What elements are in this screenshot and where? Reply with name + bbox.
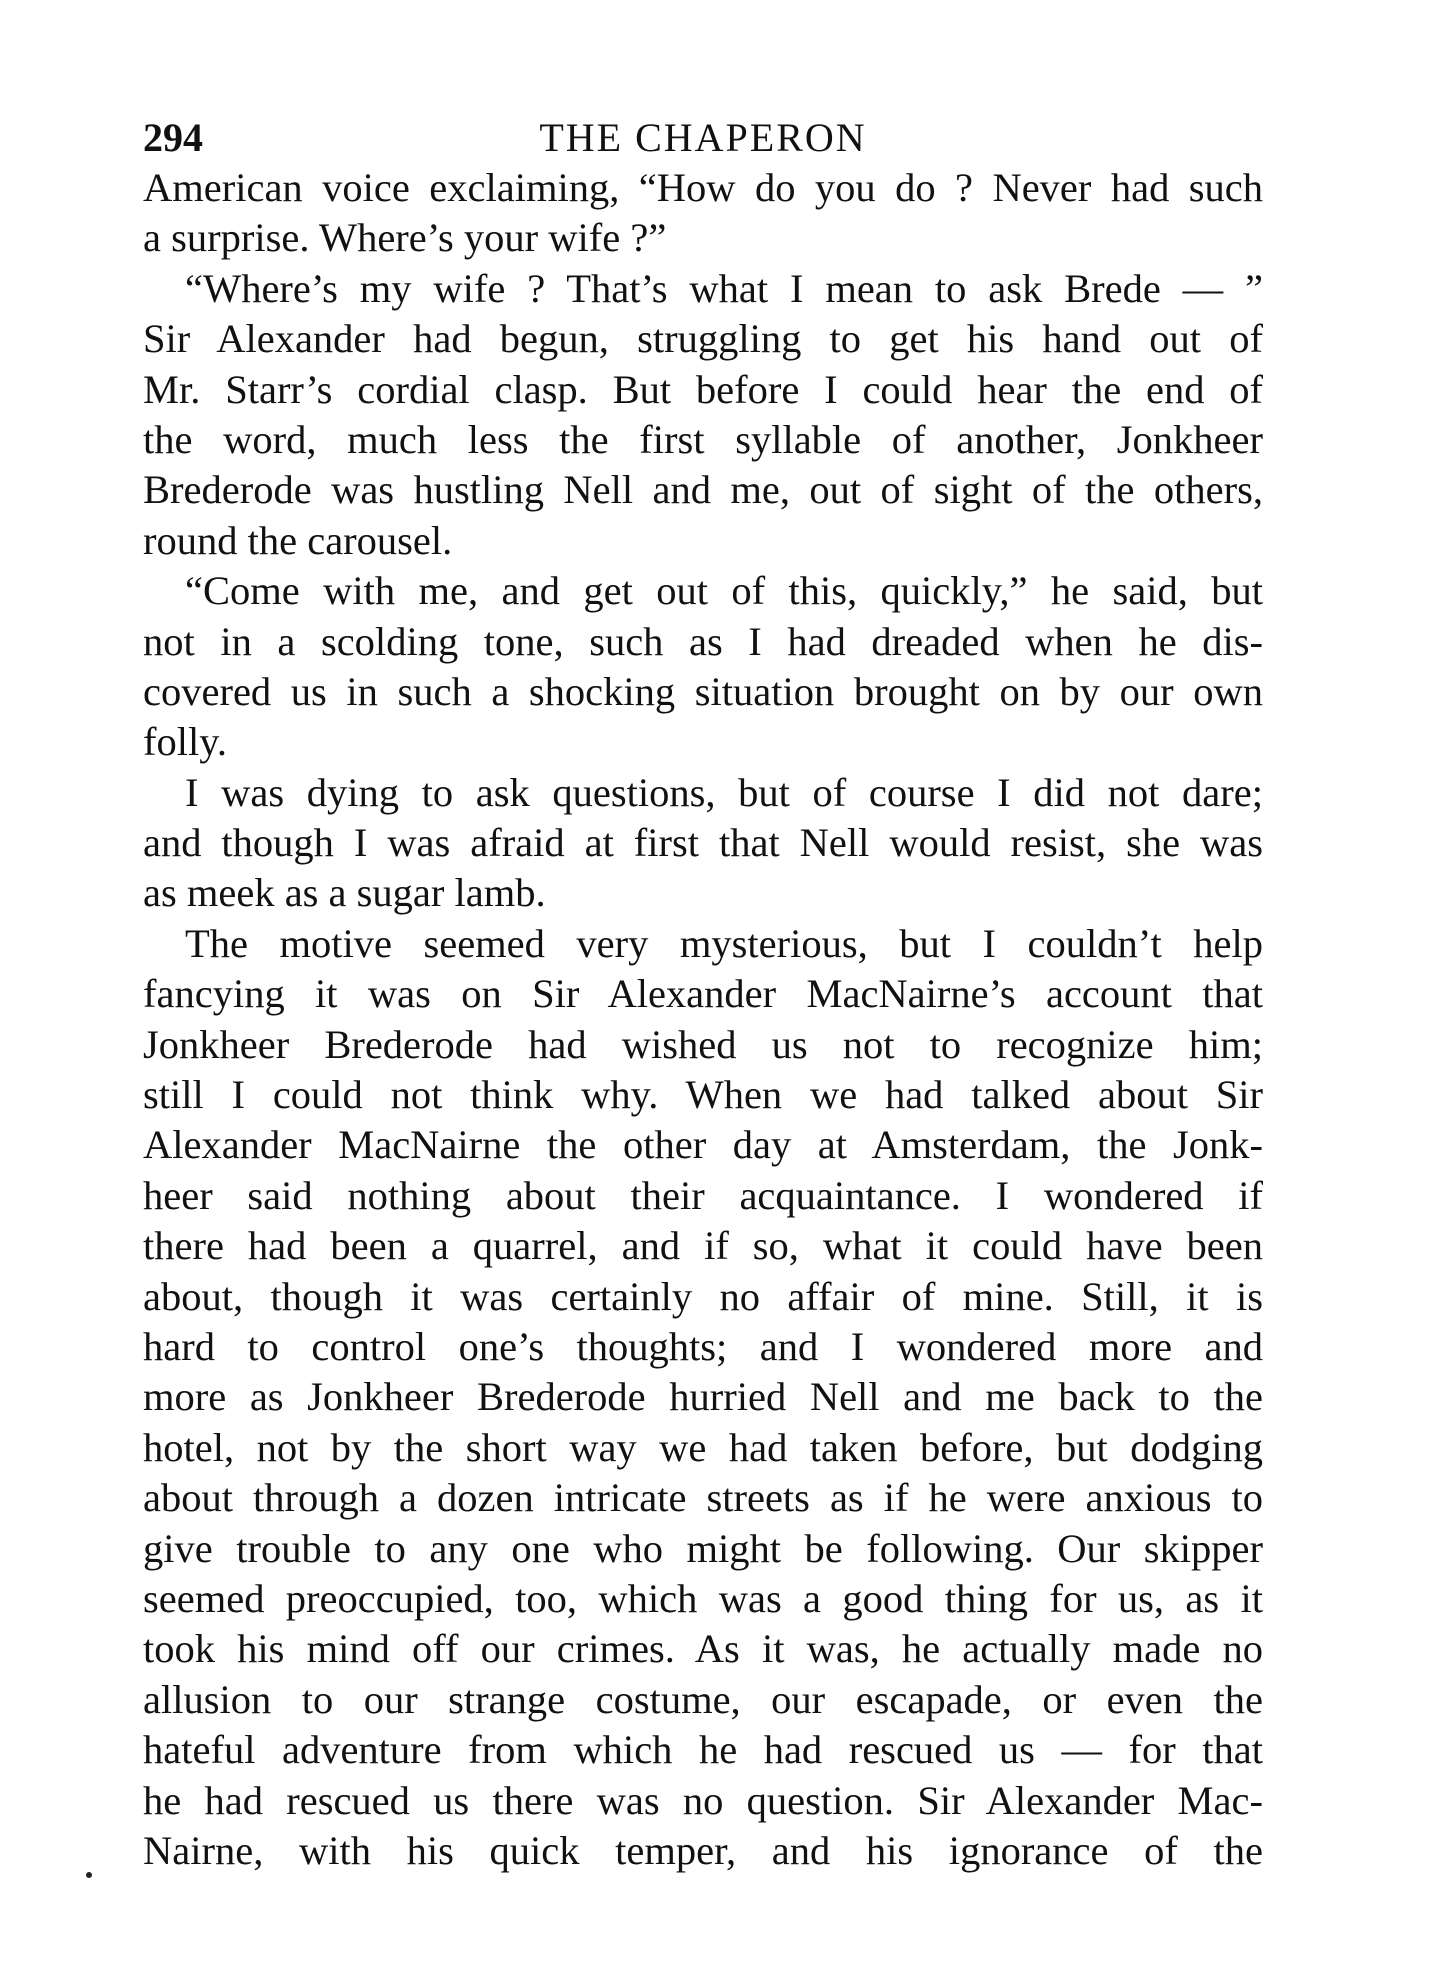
text-line: the word, much less the first syllable of another, Jonkheer (143, 416, 1263, 462)
text-line: Jonkheer Brederode had wished us not to recognize him; (143, 1021, 1263, 1067)
text-line: allusion to our strange costume, our escapade, or even the (143, 1676, 1263, 1722)
text-line: about through a dozen intricate streets as if he were anxious to (143, 1475, 1263, 1521)
text-line: “Where’s my wife ? That’s what I mean to ask Brede — ” (185, 265, 1263, 311)
text-line: The motive seemed very mysterious, but I couldn’t help (185, 920, 1263, 966)
text-line: hard to control one’s thoughts; and I wondered more and (143, 1323, 1263, 1369)
text-line: Sir Alexander had begun, struggling to get his hand out of (143, 316, 1263, 362)
text-line: Brederode was hustling Nell and me, out of sight of the others, (143, 467, 1263, 513)
text-line: seemed preoccupied, too, which was a good thing for us, as it (143, 1575, 1263, 1621)
text-line: “Come with me, and get out of this, quickly,” he said, but (185, 568, 1263, 614)
text-line: about, though it was certainly no affair of mine. Still, it is (143, 1273, 1263, 1319)
text-line: Nairne, with his quick temper, and his ignorance of the (143, 1827, 1263, 1873)
text-line: more as Jonkheer Brederode hurried Nell and me back to the (143, 1374, 1263, 1420)
text-line: and though I was afraid at first that Nell would resist, she was (143, 820, 1263, 866)
text-line: I was dying to ask questions, but of course I did not dare; (185, 769, 1263, 815)
text-line: not in a scolding tone, such as I had dreaded when he dis- (143, 618, 1263, 664)
text-line: hotel, not by the short way we had taken before, but dodging (143, 1424, 1263, 1470)
text-line: give trouble to any one who might be following. Our skipper (143, 1525, 1263, 1571)
margin-dot (86, 1872, 92, 1878)
text-line: Mr. Starr’s cordial clasp. But before I could hear the end of (143, 366, 1263, 412)
text-line: folly. (143, 719, 227, 765)
text-line: heer said nothing about their acquaintance. I wondered if (143, 1172, 1263, 1218)
text-line: a surprise. Where’s your wife ?” (143, 215, 667, 261)
running-title: THE CHAPERON (539, 115, 867, 160)
text-line: still I could not think why. When we had talked about Sir (143, 1072, 1263, 1118)
text-line: hateful adventure from which he had rescued us — for that (143, 1727, 1263, 1773)
text-line: round the carousel. (143, 517, 453, 563)
text-line: there had been a quarrel, and if so, what it could have been (143, 1223, 1263, 1269)
running-head (143, 108, 1263, 168)
text-line: covered us in such a shocking situation brought on by our own (143, 668, 1263, 714)
page-number: 294 (143, 115, 203, 160)
body-text (143, 163, 1263, 1876)
text-line: American voice exclaiming, “How do you do ? Never had such (143, 165, 1263, 210)
text-line: took his mind off our crimes. As it was, he actually made no (143, 1626, 1263, 1672)
text-line: as meek as a sugar lamb. (143, 870, 546, 916)
text-line: Alexander MacNairne the other day at Amsterdam, the Jonk- (143, 1122, 1263, 1168)
text-line: he had rescued us there was no question. Sir Alexander Mac- (143, 1777, 1263, 1823)
text-line: fancying it was on Sir Alexander MacNairne’s account that (143, 971, 1263, 1017)
